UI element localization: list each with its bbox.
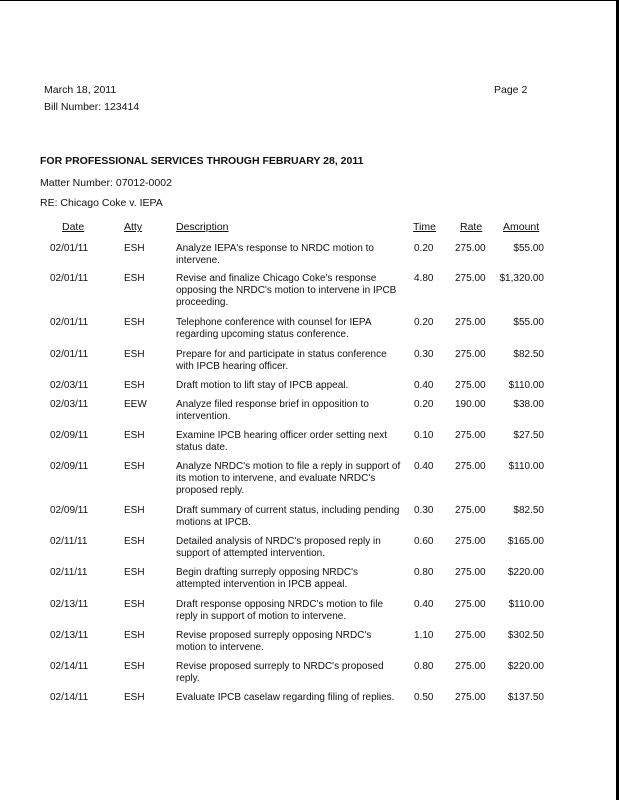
entry-description: Draft summary of current status, including pending motions at IPCB. [176, 505, 400, 528]
entry-time: 0.80 [414, 567, 434, 578]
column-header-description: Description [176, 221, 229, 233]
entry-amount: $137.50 [507, 692, 544, 703]
entry-description: Prepare for and participate in status conference with IPCB hearing officer. [176, 349, 387, 372]
entry-amount: $165.00 [507, 536, 544, 547]
entry-amount: $220.00 [507, 661, 544, 672]
entry-atty: ESH [124, 599, 145, 610]
entry-description: Analyze filed response brief in opposition to intervention. [176, 399, 369, 422]
entry-description: Examine IPCB hearing officer order setting next status date. [176, 430, 388, 453]
entry-time: 0.20 [414, 243, 434, 254]
entry-description: Draft motion to lift stay of IPCB appeal. [176, 380, 349, 391]
entry-date: 02/03/11 [50, 399, 89, 410]
entry-time: 0.80 [414, 661, 434, 672]
entry-atty: ESH [124, 692, 145, 703]
entry-amount: $302.50 [507, 630, 544, 641]
entry-date: 02/11/11 [50, 567, 88, 578]
entry-atty: ESH [124, 430, 145, 441]
entry-amount: $110.00 [508, 461, 544, 472]
entry-rate: 275.00 [455, 505, 486, 516]
re-line: RE: Chicago Coke v. IEPA [40, 197, 163, 209]
entry-time: 4.80 [414, 273, 434, 284]
entry-rate: 275.00 [455, 243, 486, 254]
entry-rate: 275.00 [455, 461, 486, 472]
entry-rate: 275.00 [455, 349, 486, 360]
entry-atty: ESH [124, 461, 145, 472]
entry-description: Evaluate IPCB caselaw regarding filing of replies. [176, 692, 395, 703]
entry-amount: $55.00 [513, 317, 544, 328]
entry-atty: ESH [124, 505, 145, 516]
entry-description: Begin drafting surreply opposing NRDC's attempted intervention in IPCB appeal. [176, 567, 358, 590]
entry-amount: $110.00 [508, 599, 544, 610]
entry-description: Revise proposed surreply opposing NRDC's motion to intervene. [176, 630, 372, 653]
scan-top-edge [0, 0, 619, 1]
entry-time: 0.40 [414, 461, 434, 472]
entry-description: Telephone conference with counsel for IEPA regarding upcoming status conference. [176, 317, 371, 340]
page-number: Page 2 [494, 84, 528, 96]
entry-date: 02/13/11 [50, 630, 89, 641]
entry-atty: ESH [124, 243, 145, 254]
entry-date: 02/01/11 [50, 349, 89, 360]
entry-atty: ESH [124, 567, 145, 578]
entry-time: 0.30 [414, 505, 434, 516]
entry-atty: ESH [124, 273, 145, 284]
entry-atty: ESH [124, 349, 145, 360]
entry-rate: 275.00 [455, 430, 486, 441]
entry-atty: ESH [124, 630, 145, 641]
entry-date: 02/01/11 [50, 317, 89, 328]
column-header-time: Time [413, 221, 436, 233]
entry-time: 0.30 [414, 349, 434, 360]
entry-atty: ESH [124, 317, 145, 328]
bill-number: Bill Number: 123414 [44, 101, 140, 113]
entry-rate: 275.00 [455, 661, 486, 672]
column-header-atty: Atty [124, 221, 143, 233]
entry-rate: 190.00 [455, 399, 486, 410]
entry-atty: ESH [124, 661, 145, 672]
entry-amount: $82.50 [513, 349, 544, 360]
entry-date: 02/01/11 [50, 243, 89, 254]
entry-date: 02/14/11 [50, 692, 89, 703]
entry-date: 02/09/11 [50, 430, 89, 441]
entry-description: Revise and finalize Chicago Coke's response opposing the NRDC's motion to intervene in IPCB proceeding. [176, 273, 397, 308]
entry-time: 1.10 [414, 630, 434, 641]
entry-amount: $55.00 [513, 243, 544, 254]
entry-date: 02/09/11 [50, 505, 89, 516]
entry-time: 0.40 [414, 599, 434, 610]
entry-amount: $110.00 [508, 380, 544, 391]
entry-date: 02/01/11 [50, 273, 89, 284]
entry-date: 02/11/11 [50, 536, 88, 547]
entry-amount: $82.50 [513, 505, 544, 516]
entry-description: Analyze IEPA's response to NRDC motion to intervene. [176, 243, 374, 266]
section-title: FOR PROFESSIONAL SERVICES THROUGH FEBRUARY 28, 2011 [40, 155, 364, 167]
entry-atty: ESH [124, 380, 145, 391]
entry-description: Draft response opposing NRDC's motion to file reply in support of motion to intervene. [176, 599, 384, 622]
entry-rate: 275.00 [455, 630, 486, 641]
entry-time: 0.20 [414, 317, 434, 328]
entry-atty: ESH [124, 536, 145, 547]
entry-rate: 275.00 [455, 536, 486, 547]
column-header-amount: Amount [503, 221, 540, 233]
entry-description: Revise proposed surreply to NRDC's proposed reply. [176, 661, 384, 684]
column-header-rate: Rate [460, 221, 483, 233]
entry-date: 02/09/11 [50, 461, 89, 472]
entry-time: 0.20 [414, 399, 434, 410]
entry-atty: EEW [124, 399, 147, 410]
entry-time: 0.10 [414, 430, 434, 441]
entry-description: Analyze NRDC's motion to file a reply in support of its motion to intervene, and evaluate NRDC's proposed reply. [176, 461, 401, 496]
entry-rate: 275.00 [455, 599, 486, 610]
entry-time: 0.50 [414, 692, 434, 703]
entry-amount: $1,320.00 [499, 273, 544, 284]
column-header-date: Date [62, 221, 85, 233]
entry-amount: $27.50 [513, 430, 544, 441]
invoice-date: March 18, 2011 [44, 84, 117, 96]
entry-time: 0.40 [414, 380, 434, 391]
entry-date: 02/13/11 [50, 599, 89, 610]
entry-amount: $38.00 [513, 399, 544, 410]
entry-rate: 275.00 [455, 567, 486, 578]
entry-amount: $220.00 [507, 567, 544, 578]
entry-date: 02/03/11 [50, 380, 89, 391]
entry-rate: 275.00 [455, 692, 486, 703]
matter-number: Matter Number: 07012-0002 [40, 177, 172, 189]
entry-description: Detailed analysis of NRDC's proposed reply in support of attempted intervention. [176, 536, 381, 559]
entry-rate: 275.00 [455, 317, 486, 328]
entry-rate: 275.00 [455, 273, 486, 284]
entry-time: 0.60 [414, 536, 434, 547]
entry-rate: 275.00 [455, 380, 486, 391]
entry-date: 02/14/11 [50, 661, 89, 672]
